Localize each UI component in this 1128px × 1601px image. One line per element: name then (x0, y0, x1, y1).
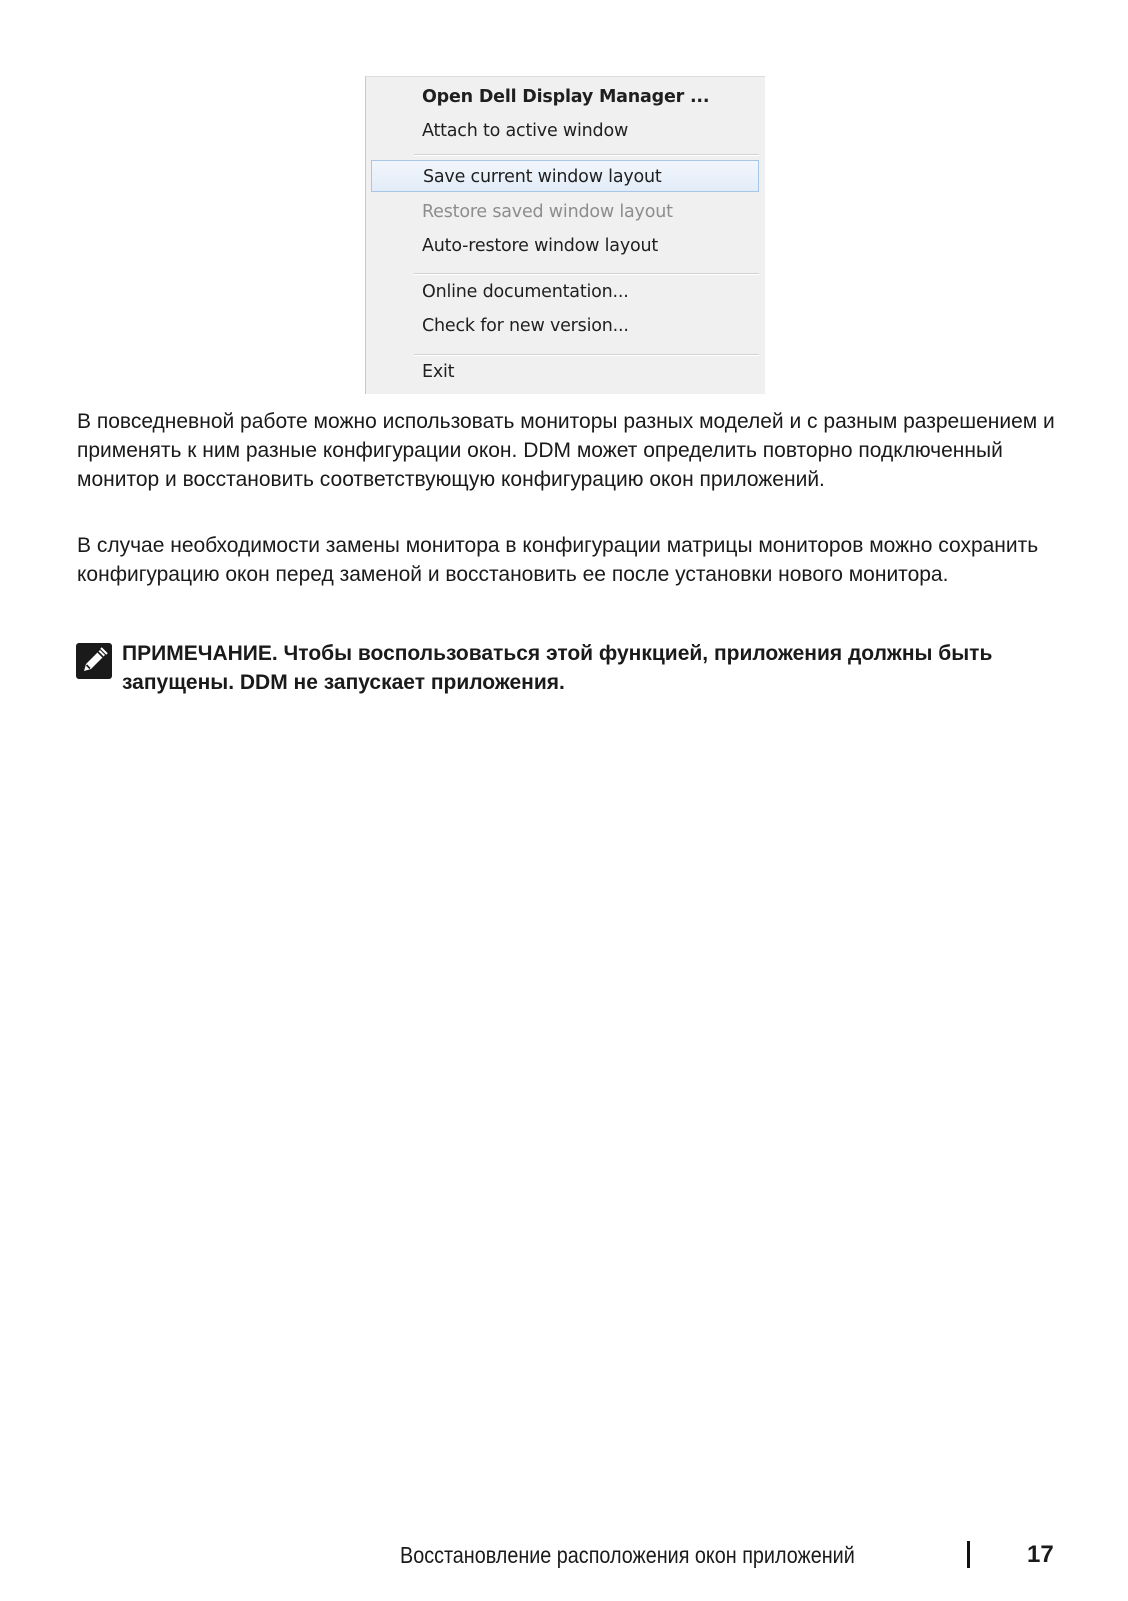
menu-separator (414, 154, 759, 156)
footer-divider (967, 1541, 970, 1568)
menu-item-save-layout[interactable]: Save current window layout (371, 160, 759, 192)
menu-item-auto-restore[interactable]: Auto-restore window layout (422, 236, 659, 256)
menu-item-attach-window[interactable]: Attach to active window (422, 121, 629, 141)
menu-separator (414, 273, 759, 275)
menu-item-restore-layout: Restore saved window layout (422, 202, 673, 222)
note-text: ПРИМЕЧАНИЕ. Чтобы воспользоваться этой функцией, приложения должны быть запущены. DDM не запускает приложения. (122, 642, 993, 694)
menu-item-open-ddm[interactable]: Open Dell Display Manager ... (422, 87, 710, 107)
menu-item-online-docs[interactable]: Online documentation... (422, 282, 629, 302)
footer-section-title: Восстановление расположения окон приложений (400, 1542, 855, 1568)
context-menu (365, 76, 765, 394)
body-paragraph-1: В повседневной работе можно использовать мониторы разных моделей и с разным разрешением и применять к ним разные конфигурации окон. DDM может определить повторно подключенный монитор и восстановить соответствующую конфигурацию окон приложений. (77, 410, 1055, 491)
menu-item-exit[interactable]: Exit (422, 362, 455, 382)
menu-item-check-version[interactable]: Check for new version... (422, 316, 629, 336)
body-paragraph-2: В случае необходимости замены монитора в конфигурации матрицы мониторов можно сохранить конфигурацию окон перед заменой и восстановить ее после установки нового монитора. (77, 534, 1039, 586)
note-pencil-icon (76, 643, 112, 679)
page-number: 17 (1027, 1541, 1054, 1568)
